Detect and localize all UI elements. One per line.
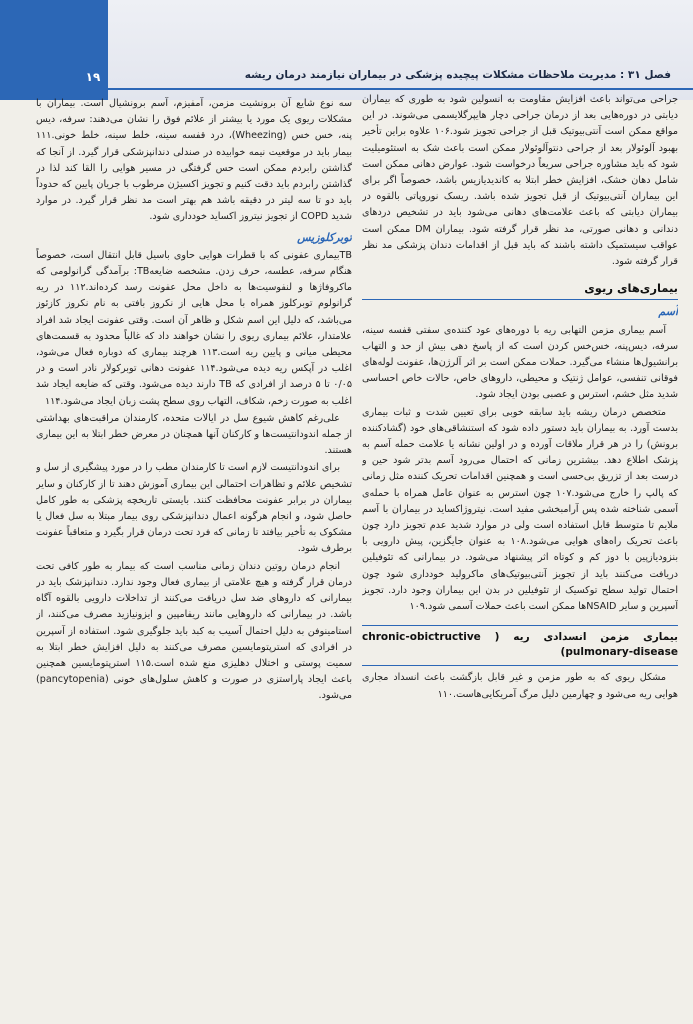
section-heading-copd: بیماری مزمن انسدادی ریه ( chronic-obictructive pulmonary-disease): [362, 625, 678, 666]
paragraph: متخصص درمان ریشه باید سابقه خوبی برای تعیین شدت و ثبات بیماری بدست آورد. به بیماران باید دستور داده شود که استنشاقی‌های خود (گشادکننده برونش) را در هر قرار ملاقات آورده و در اولین نشانه یا علامت حمله آسم به پزشک اطلاع دهد. بیشترین زمانی که احتمال می‌رود آسم بدتر شود حین و درست بعد از تزریق بی‌حسی است و همچنین اقدامات تحریک کننده مثل زمانی که پالپ را خارج می‌شود.۱۰۷ چون استرس به عنوان عامل همراه با حمله‌ی آسمی شناخته شده پس آرامبخشی مفید است. نیتروژاکساید در بیماران با آسم ملایم تا متوسط قابل استفاده است ولی در موارد شدید عدم تجویز دارد چون باعث تحریک راه‌های هوایی می‌شود.۱۰۸ به عنوان جایگزین، پیش دارویی با بنزودیازپین با دوز کم و کوتاه اثر پیشنهاد می‌شود. در بیمارانی که تئوفیلین دریافت می‌کنند باید از تجویز آنتی‌بیوتیک‌های ماکرولید خودداری شود چون احتمال تولید سطح توکسیک از تئوفیلین در بدن این بیماران وجود دارد. تجویز آسپرین و سایر NSAIDها ممکن است باعث حملات آسمی شود.۱۰۹: [362, 406, 678, 613]
paragraph: TBبیماری عفونی که با قطرات هوایی حاوی باسیل قابل انتقال است، خصوصاً هنگام سرفه، عطسه، حرف زدن. مشخصه ضایعهTB: برآمدگی گرانولومی که ماکروفاژها و لنفوسیت‌ها به داخل محل عفونت رسد کرده‌اند.۱۱۲ در ریه گرانولوم توبرکلوز همراه با محل هایی از نکروز بافتی به نام نکروز کازئوز می‌باشد، که دلیل این اسم شکل و ظاهر آن است. وقتی عفونت ایجاد شد افراد علامتدار، علائم بیماری ریوی را نشان خواهند داد که غالباً محدود به قسمت‌های محیطی میانی و پایین ریه است.۱۱۳ هرچند بیماری که دوباره فعال می‌شود، اغلب در آپکس ریه دیده می‌شود.۱۱۴ عفونت دهانی توبرکولار نادر است و در ۰/۰۵ تا ۵ درصد از افرادی که TB دارند دیده می‌شود. وقتی که ضایعه ایجاد شد اغلب به صورت زخم، شکاف، التهاب روی سطح پشت زبان ایجاد می‌شود.۱۱۴: [36, 249, 352, 407]
left-column: [36, 96, 352, 976]
subheading-asthma: آسم: [658, 305, 678, 319]
paragraph: مشکل ریوی که به طور مزمن و غیر قابل بازگشت باعث انسداد مجاری هوایی ریه می‌شود و چهارمین دلیل مرگ آمریکایی‌هاست.۱۱۰: [362, 672, 678, 700]
chapter-title: فصل ۳۱ : مدیریت ملاحظات مشکلات پیچیده پزشکی در بیماران نیازمند درمان ریشه: [244, 69, 671, 81]
subheading-tuberculosis: توبرکلوزیس: [297, 230, 352, 244]
header-rule: [0, 88, 693, 90]
right-column: [362, 92, 678, 1020]
page-corner-block: [0, 0, 108, 100]
page-number: ۱۹: [85, 70, 101, 84]
paragraph: سه نوع شایع آن برونشیت مزمن، آمفیزم، آسم برونشیال است. بیماران با مشکلات ریوی یک مورد یا بیشتر از علائم فوق را نشان می‌دهند: سرفه، دیس پنه، خس خس (Wheezing)، درد قفسه سینه، خلط سینه، خلط خونی.۱۱۱ بیمار باید در موقعیت نیمه خوابیده در صندلی دندانپزشکی قرار گیرد. از آنجا که گذاشتن رابردم ممکن است حس گرفتگی در مسیر هوایی را القا کند لذا در گذاشتن رابردم باید دقت کنیم و تجویز اکسیژن مرطوب با جریان پایین که حدوداً باید دو تا سه لیتر در دقیقه باشد هم بهتر است مد نظر قرار گیرد. در موارد شدید COPD از تجویز نیتروز اکساید خودداری شود.: [36, 98, 352, 223]
paragraph: برای اندودانتیست لازم است تا کارمندان مطب را در مورد پیشگیری از سل و تشخیص علائم و تظاهرات احتمالی این بیماری آموزش دهند تا از کارکنان و سایر بیماران در برابر عفونت محافظت کنند. بایستی تاریخچه پزشکی به طور کامل حاصل شود، و انجام هرگونه اعمال دندانپزشکی روی بیمار مبتلا به سل فعال یا مشکوک به تأخیر بیافتد تا زمانی که فرد تحت درمان قرار بگیرد و متعاقباً عفونت برطرف شود.: [36, 462, 352, 555]
paragraph: جراحی می‌تواند باعث افزایش مقاومت به انسولین شود به طوری که بیماران دیابتی در دوره‌هایی بعد از درمان جراحی دچار هایپرگلایسمی می‌شوند. در این مواقع ممکن است آنتی‌بیوتیک قبل از جراحی تجویز شود.۱۰۶ علاوه براین تأخیر بهبود آلوئولار بعد از جراحی دنتوآلوئولار ممکن است باعث شک به استئومیلیت شود که باید مشاوره جراحی سریعاً درخواست شود. عوارض دهانی ممکن است شامل دهان خشک، افزایش خطر ابتلا به کاندیدیازیس باشد، خصوصاً اگر برای این بیماران آنتی‌بیوتیک از قبل تجویز شده باشد. ریسک نوروپاتی بالقوه در بیماران دیابتی که باعث علامت‌های دهانی می‌شود باید در تشخیص دردهای دندانی و دهانی صورتی، مد نظر قرار گرفته شود. بیماران DM ممکن است عواقب سیستمیک داشته باشند که باید قبل از اقدامات دندان پزشکی مد نظر قرار گرفته شود.: [362, 94, 678, 268]
section-heading-pulmonary: بیماری‌های ریوی: [362, 280, 678, 300]
paragraph: انجام درمان روتین دندان زمانی مناسب است که بیمار به طور کافی تحت درمان قرار گرفته و هیچ علامتی از بیماری فعال وجود ندارد. دندانپزشک باید در بیمارانی که داروهای ضد سل دریافت می‌کنند از تداخلات دارویی بالقوه آگاه باشد. در بیمارانی که داروهایی مانند ریفامپین و ایزونیازید مصرف می‌کنند، از استامینوفن به دلیل احتمال آسیب به کبد باید جلوگیری شود. استفاده از آسپرین در افرادی که استرپتومایسین مصرف می‌کنند به دلیل افزایش خطر ابتلا به سمیت پوستی و اختلال دهلیزی منع شده است.۱۱۵ استرپتومایسین همچنین باعث ایجاد پاراستزی در صورت و کاهش سلول‌های خونی (pancytopenia) می‌شود.: [36, 560, 352, 702]
paragraph: آسم بیماری مزمن التهابی ریه با دوره‌های عود کننده‌ی سفتی قفسه سینه، سرفه، دیس‌پنه، خس‌خس کردن است که از پاسخ دهی بیش از حد و التهاب برانشیول‌ها منشاء می‌گیرد. حملات ممکن است بر اثر آلرژن‌ها، عفونت لوله‌های فوقانی تنفسی، عوامل ژنتیک و محیطی، داروهای خاص، حالات خاص احساسی شدید مثل خشم، استرس و عصبی بودن ایجاد شود.: [362, 324, 678, 401]
paragraph: علی‌رغم کاهش شیوع سل در ایالات متحده، کارمندان مراقبت‌های بهداشتی از جمله اندودانتیست‌ها و کارکنان آنها همچنان در معرض خطر ابتلا به این بیماری هستند.: [36, 412, 352, 457]
